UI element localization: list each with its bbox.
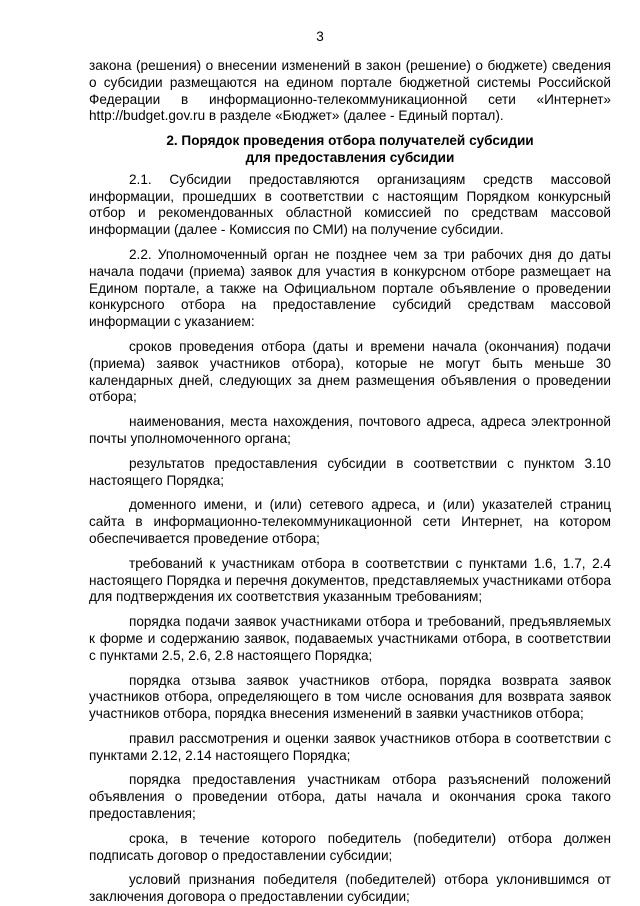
intro-paragraph: закона (решения) о внесении изменений в закон (решение) о бюджете) сведения о субсидии размещаются на едином портале бюджетной системы Российской Федерации в информационно-телекоммуникационной сети «Интернет» http://budget.gov.ru в разделе «Бюджет» (далее - Единый портал).: [89, 58, 611, 124]
list-item: правил рассмотрения и оценки заявок участников отбора в соответствии с пунктами 2.12, 2.14 настоящего Порядка;: [89, 730, 611, 763]
section-heading-line1: 2. Порядок проведения отбора получателей субсидии: [166, 133, 534, 149]
list-item: порядка предоставления участникам отбора разъяснений положений объявления о проведении отбора, даты начала и окончания срока такого предоставления;: [89, 772, 611, 822]
paragraph-2-1: 2.1. Субсидии предоставляются организациям средств массовой информации, прошедших в соответствии с настоящим Порядком конкурсный отбор и рекомендованных областной комиссией по средствам массовой информации (далее - Комиссия по СМИ) на получение субсидии.: [89, 171, 611, 238]
list-item: требований к участникам отбора в соответствии с пунктами 1.6, 1.7, 2.4 настоящего Порядка и перечня документов, представляемых участниками отбора для подтверждения их соответствия указанным требованиям;: [89, 555, 611, 605]
page-content: [89, 58, 611, 906]
list-item: результатов предоставления субсидии в соответствии с пунктом 3.10 настоящего Порядка;: [89, 455, 611, 488]
list-item: сроков проведения отбора (даты и времени начала (окончания) подачи (приема) заявок участников отбора), которые не могут быть меньше 30 календарных дней, следующих за днем размещения объявления о проведении отбора;: [89, 338, 611, 405]
list-item: срока, в течение которого победитель (победители) отбора должен подписать договор о предоставлении субсидии;: [89, 830, 611, 863]
list-item: наименования, места нахождения, почтового адреса, адреса электронной почты уполномоченного органа;: [89, 414, 611, 446]
section-heading-line2: для предоставления субсидии: [245, 149, 455, 165]
paragraph-2-2: 2.2. Уполномоченный орган не позднее чем за три рабочих дня до даты начала подачи (приема) заявок для участия в конкурсном отборе размещает на Едином портале, а также на Официальном портале объявление о проведении конкурсного отбора на предоставление субсидий средствам массовой информации с указанием:: [89, 246, 611, 330]
list-item: порядка отзыва заявок участников отбора, порядка возврата заявок участников отбора, определяющего в том числе основания для возврата заявок участников отбора, порядка внесения изменений в заявки участников отбора;: [89, 672, 611, 722]
section-heading: [89, 133, 611, 167]
list-item: доменного имени, и (или) сетевого адреса, и (или) указателей страниц сайта в информационно-телекоммуникационной сети Интернет, на котором обеспечивается проведение отбора;: [89, 497, 611, 546]
list-item: условий признания победителя (победителей) отбора уклонившимся от заключения договора о предоставлении субсидии;: [89, 872, 611, 905]
page-number: 3: [316, 29, 324, 44]
list-item: порядка подачи заявок участниками отбора и требований, предъявляемых к форме и содержанию заявок, подаваемых участниками отбора, в соответствии с пунктами 2.5, 2.6, 2.8 настоящего Порядка;: [89, 614, 611, 663]
